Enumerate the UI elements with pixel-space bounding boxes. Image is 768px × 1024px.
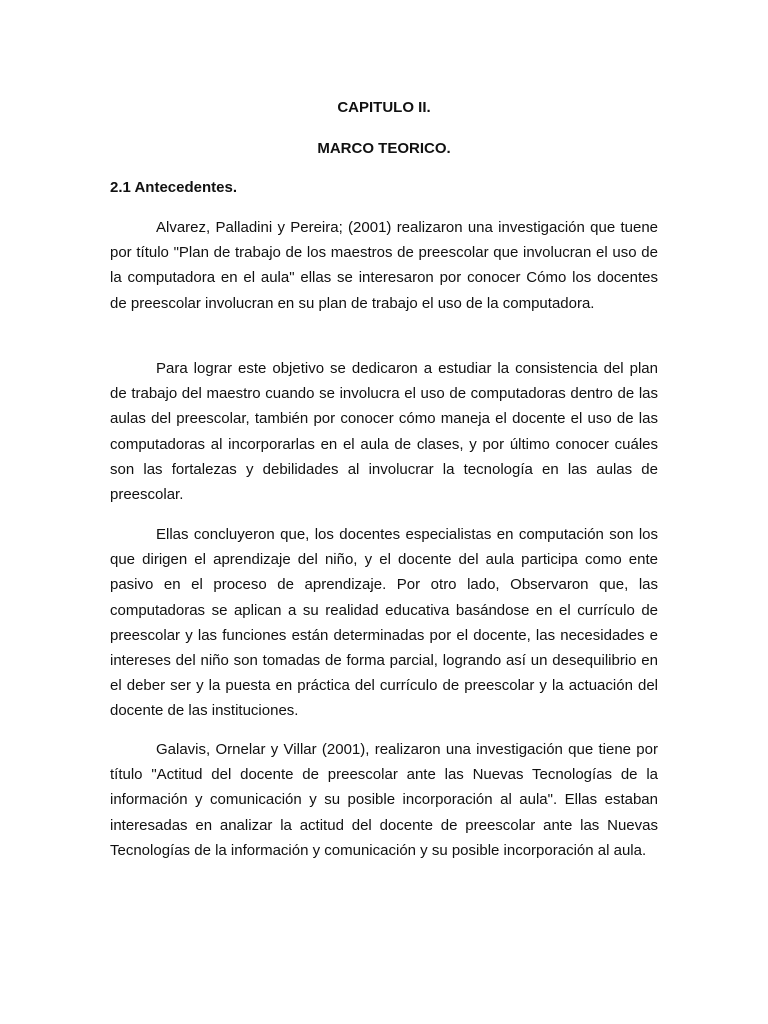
section-title: MARCO TEORICO. (317, 140, 451, 157)
subsection-heading: 2.1 Antecedentes. (110, 179, 237, 196)
body-paragraph: Para lograr este objetivo se dedicaron a estudiar la consistencia del plan de trabajo del maestro cuando se involucra el uso de computadoras dentro de las aulas del preescolar, también por conocer cómo maneja el docente el uso de las computadoras al incorporarlas en el aula de clases, y por último conocer cuáles son las fortalezas y debilidades al involucrar la tecnología en las aulas de preescolar. (110, 360, 658, 504)
body-paragraph: Alvarez, Palladini y Pereira; (2001) realizaron una investigación que tuene por título "Plan de trabajo de los maestros de preescolar que involucran el uso de la computadora en el aula" ellas se interesaron por conocer Cómo los docentes de preescolar involucran en su plan de trabajo el uso de la computadora. (110, 219, 658, 312)
body-paragraph: Galavis, Ornelar y Villar (2001), realizaron una investigación que tiene por título "Actitud del docente de preescolar ante las Nuevas Tecnologías de la información y comunicación y su posible incorporación al aula". Ellas estaban interesadas en analizar la actitud del docente de preescolar ante las Nuevas Tecnologías de la información y comunicación y su posible incorporación al aula. (110, 741, 658, 859)
body-paragraph: Ellas concluyeron que, los docentes especialistas en computación son los que dirigen el aprendizaje del niño, y el docente del aula participa como ente pasivo en el proceso de aprendizaje. Por otro lado, Observaron que, las computadoras se aplican a su realidad educativa basándose en el currículo de preescolar y las funciones están determinadas por el docente, las necesidades e intereses del niño son tomadas de forma parcial, logrando así un desequilibrio en el deber ser y la puesta en práctica del currículo de preescolar y la actuación del docente de las instituciones. (110, 526, 658, 720)
chapter-title: CAPITULO II. (337, 99, 431, 116)
